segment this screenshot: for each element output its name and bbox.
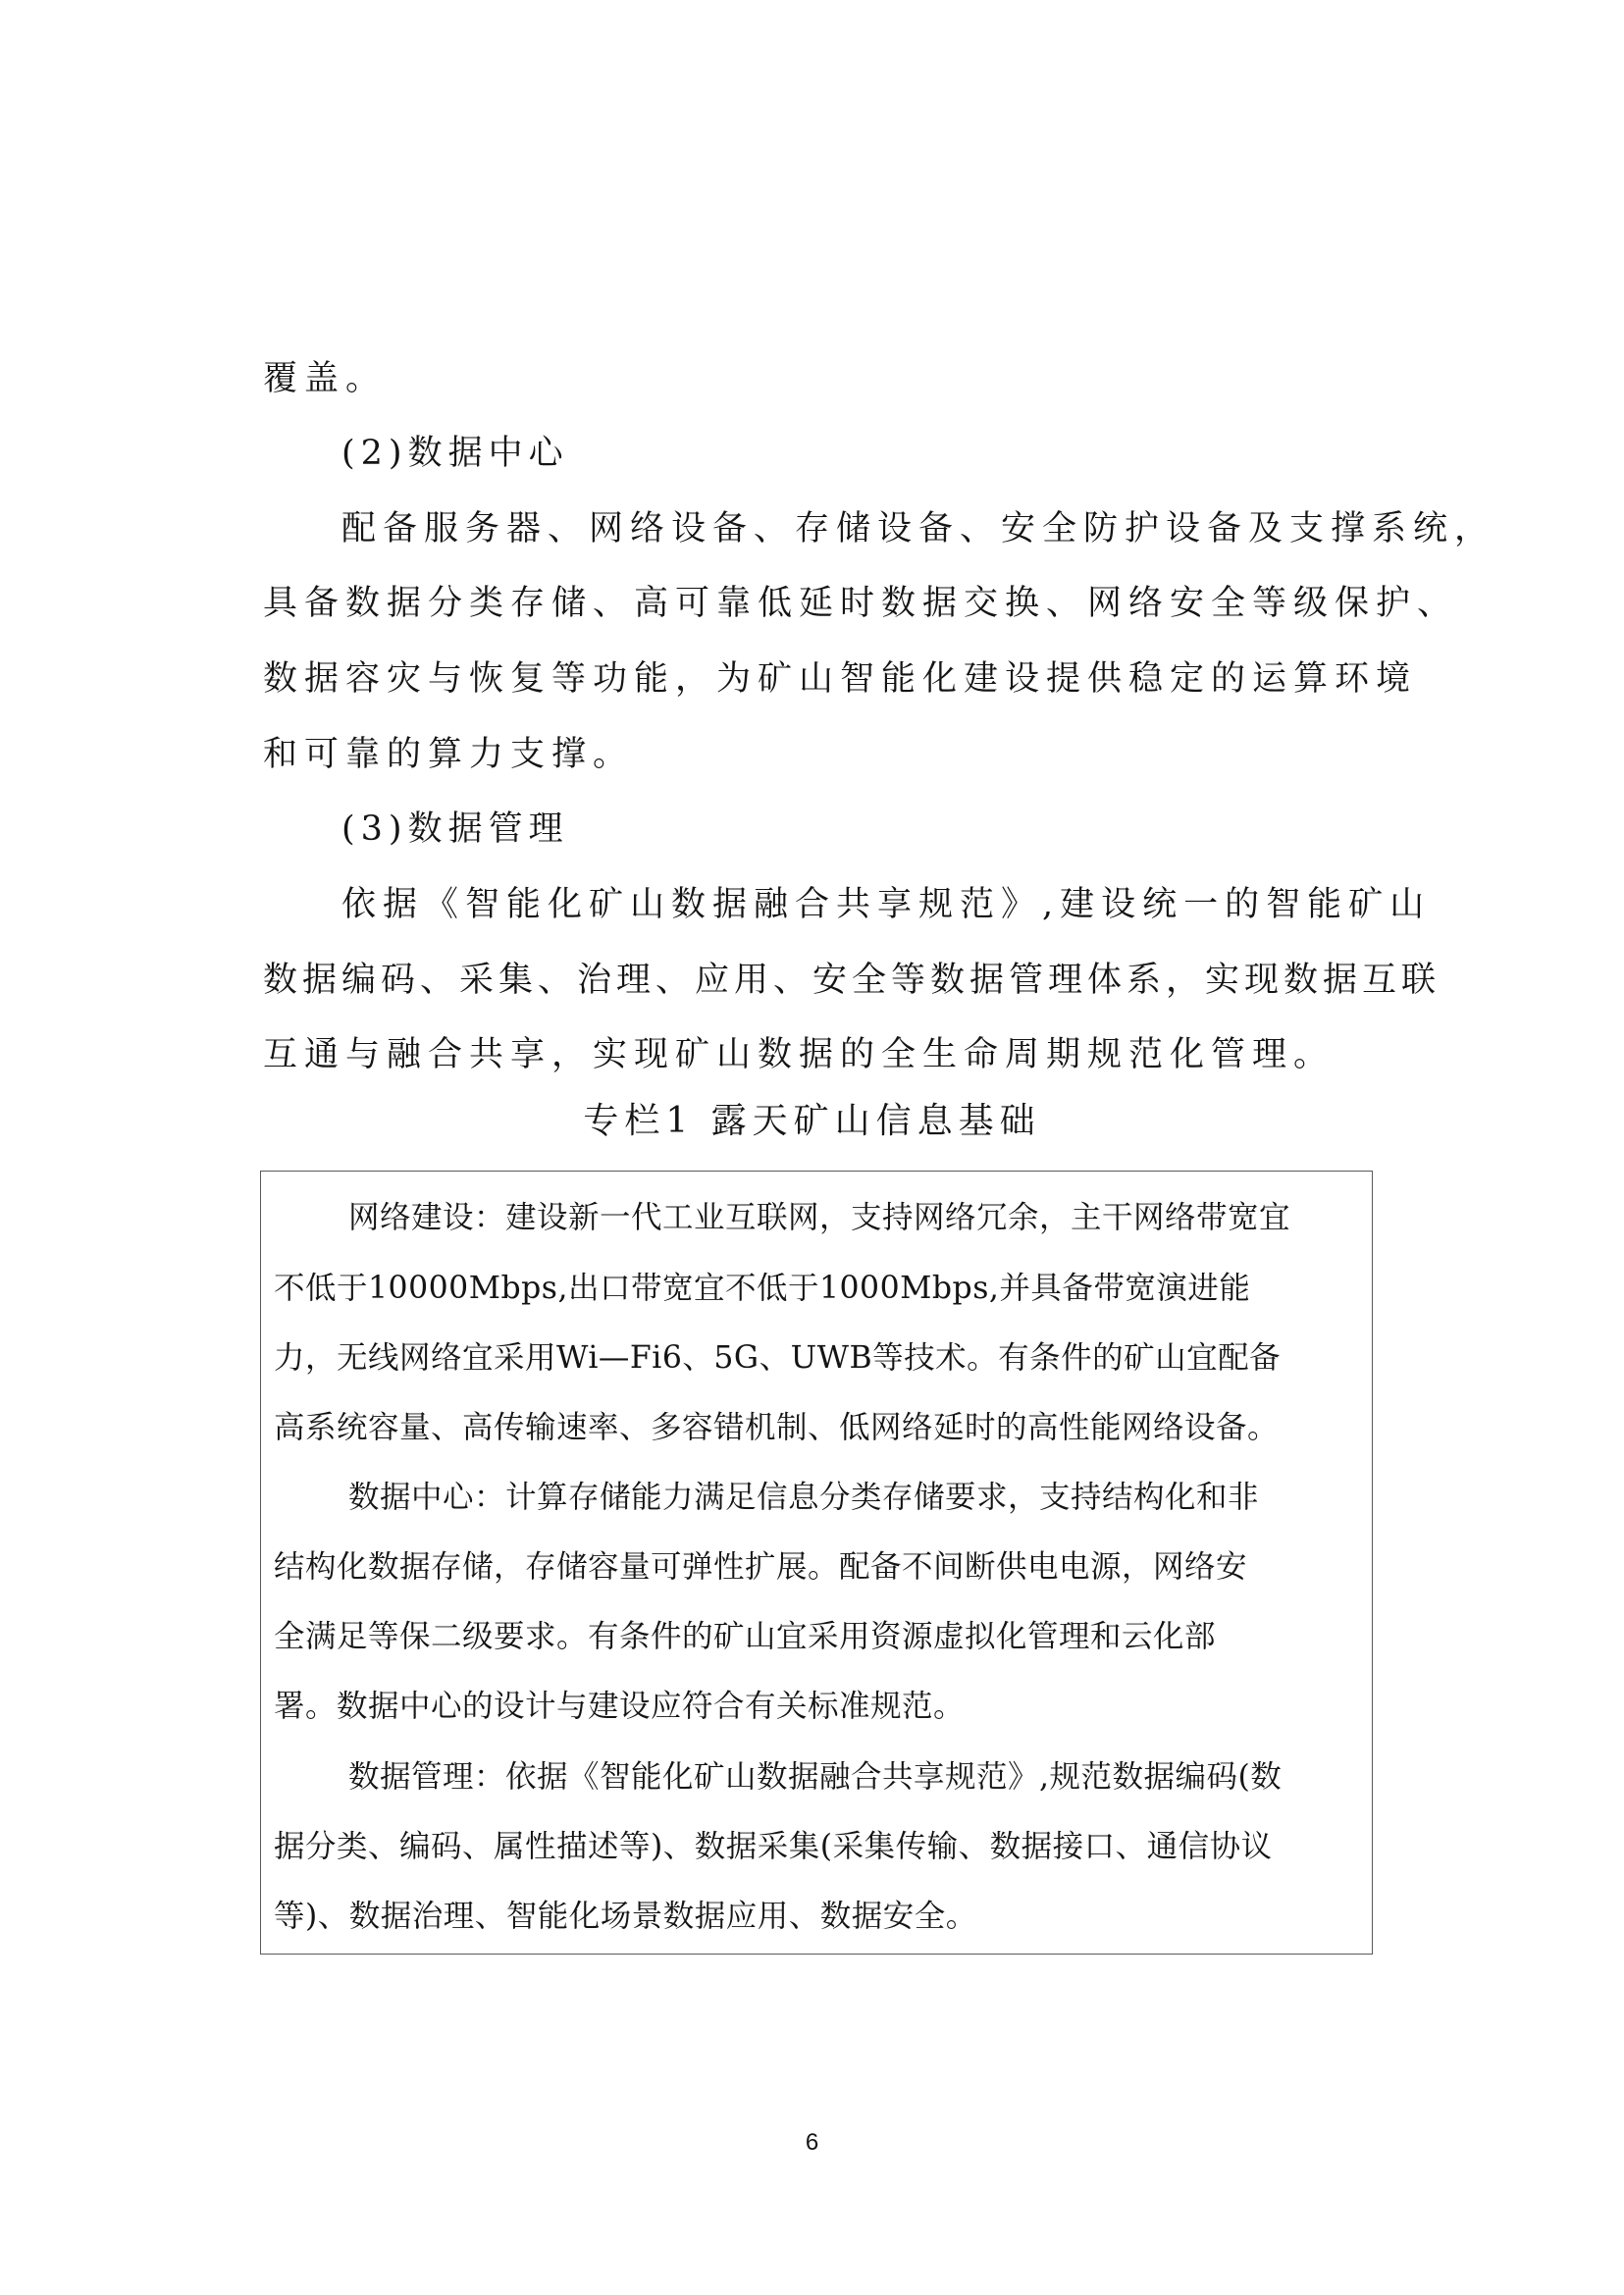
column-line: 网络建设：建设新一代工业互联网，支持网络冗余，主干网络带宽宜 (348, 1200, 1291, 1235)
paragraph-line: 和可靠的算力支撑。 (263, 735, 635, 774)
column-line: 等)、数据治理、智能化场景数据应用、数据安全。 (274, 1899, 977, 1934)
column-title: 专栏1 露天矿山信息基础 (583, 1101, 1041, 1141)
paragraph-line: 具备数据分类存储、高可靠低延时数据交换、网络安全等级保护、 (263, 584, 1459, 623)
column-line: 数据管理：依据《智能化矿山数据融合共享规范》,规范数据编码(数 (348, 1759, 1283, 1795)
paragraph-line: 互通与融合共享，实现矿山数据的全生命周期规范化管理。 (263, 1035, 1336, 1074)
paragraph-line: 依据《智能化矿山数据融合共享规范》,建设统一的智能矿山 (341, 885, 1432, 924)
section-heading-data-management: (3)数据管理 (341, 809, 569, 849)
paragraph-line: 数据容灾与恢复等功能，为矿山智能化建设提供稳定的运算环境 (263, 659, 1418, 699)
column-line: 力，无线网络宜采用Wi—Fi6、5G、UWB等技术。有条件的矿山宜配备 (274, 1340, 1282, 1376)
paragraph-line: 配备服务器、网络设备、存储设备、安全防护设备及支撑系统， (341, 509, 1496, 548)
paragraph-line: 数据编码、采集、治理、应用、安全等数据管理体系，实现数据互联 (263, 961, 1441, 1000)
column-line: 据分类、编码、属性描述等)、数据采集(采集传输、数据接口、通信协议 (274, 1829, 1273, 1864)
column-line: 不低于10000Mbps,出口带宽宜不低于1000Mbps,并具备带宽演进能 (274, 1271, 1251, 1306)
column-line: 署。数据中心的设计与建设应符合有关标准规范。 (274, 1689, 966, 1724)
column-line: 全满足等保二级要求。有条件的矿山宜采用资源虚拟化管理和云化部 (274, 1619, 1217, 1654)
section-heading-data-center: (2)数据中心 (341, 434, 569, 473)
paragraph-line: 覆盖。 (263, 359, 388, 398)
page-number: 6 (805, 2129, 819, 2156)
column-line: 高系统容量、高传输速率、多容错机制、低网络延时的高性能网络设备。 (274, 1410, 1280, 1445)
column-line: 结构化数据存储，存储容量可弹性扩展。配备不间断供电电源，网络安 (274, 1549, 1248, 1585)
column-line: 数据中心：计算存储能力满足信息分类存储要求，支持结构化和非 (348, 1480, 1260, 1515)
column-box (260, 1171, 1373, 1955)
